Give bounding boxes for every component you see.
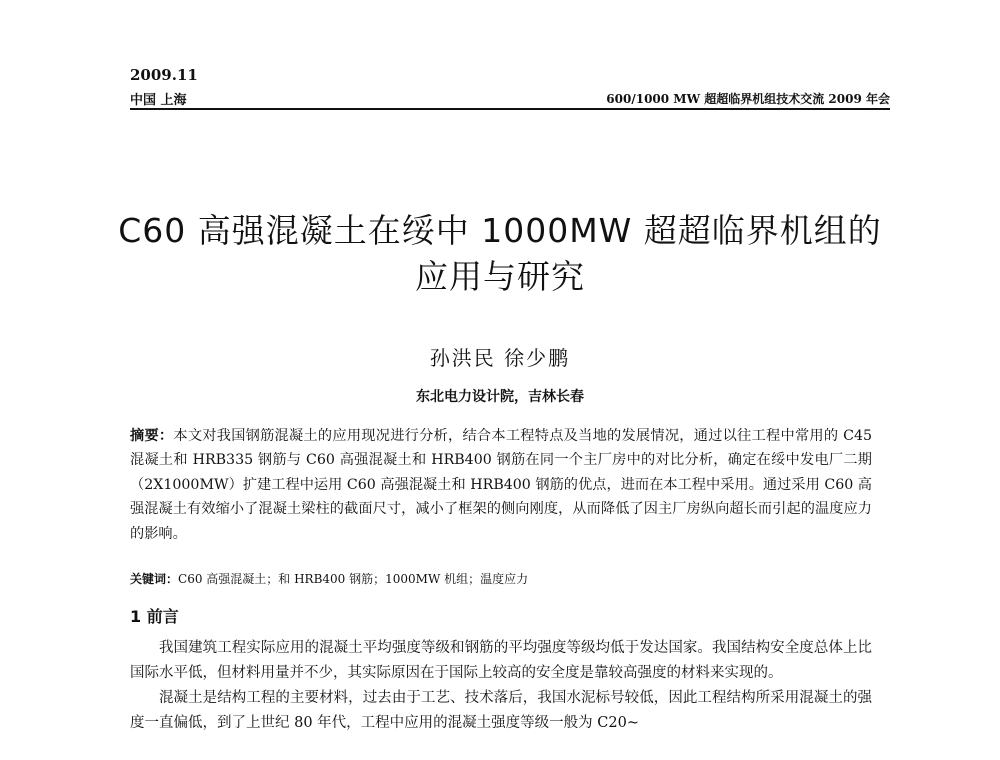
paragraph: 我国建筑工程实际应用的混凝土平均强度等级和钢筋的平均强度等级均低于发达国家。我国结构安全度总体上比国际水平低，但材料用量并不少，其实际原因在于国际上较高的安全度是靠较高强度的材料来实现的。 xyxy=(130,640,872,681)
title-line-2: 应用与研究 xyxy=(415,257,585,296)
section-body xyxy=(130,636,872,736)
abstract-label: 摘要： xyxy=(130,428,174,444)
title-line-1: C60 高强混凝土在绥中 1000MW 超超临界机组的 xyxy=(118,211,882,250)
header-rule xyxy=(130,108,890,110)
section-heading: 1 前言 xyxy=(130,607,179,626)
header-conference: 600/1000 MW 超超临界机组技术交流 2009 年会 xyxy=(606,92,890,106)
keywords-label: 关键词： xyxy=(130,572,179,586)
abstract-text: 本文对我国钢筋混凝土的应用现况进行分析，结合本工程特点及当地的发展情况，通过以往工程中常用的 C45 混凝土和 HRB335 钢筋与 C60 高强混凝土和 HRB400 钢筋在同一个主厂房中的对比分析，确定在绥中发电厂二期 （2X1000MW）扩建工程中运用 C60 高强混凝土和 HRB400 钢筋的优点，进而在本工程中采用。通过采用 C60 高强混凝土有效缩小了混凝土梁柱的截面尺寸，减小了框架的侧向刚度，从而降低了因主厂房纵向超长而引起的温度应力的影响。 xyxy=(130,428,872,542)
keywords xyxy=(130,570,872,587)
abstract xyxy=(130,424,872,546)
header-date: 2009.11 xyxy=(130,66,198,84)
header-location: 中国 上海 xyxy=(130,93,187,108)
affiliation: 东北电力设计院，吉林长春 xyxy=(416,389,584,405)
paper-title xyxy=(110,208,890,300)
paragraph: 混凝土是结构工程的主要材料，过去由于工艺、技术落后，我国水泥标号较低，因此工程结构所采用混凝土的强度一直偏低，到了上世纪 80 年代，工程中应用的混凝土强度等级一般为 C20~ xyxy=(130,690,872,731)
keywords-text: C60 高强混凝土；和 HRB400 钢筋；1000MW 机组；温度应力 xyxy=(178,572,529,586)
authors: 孙洪民 徐少鹏 xyxy=(429,346,571,370)
